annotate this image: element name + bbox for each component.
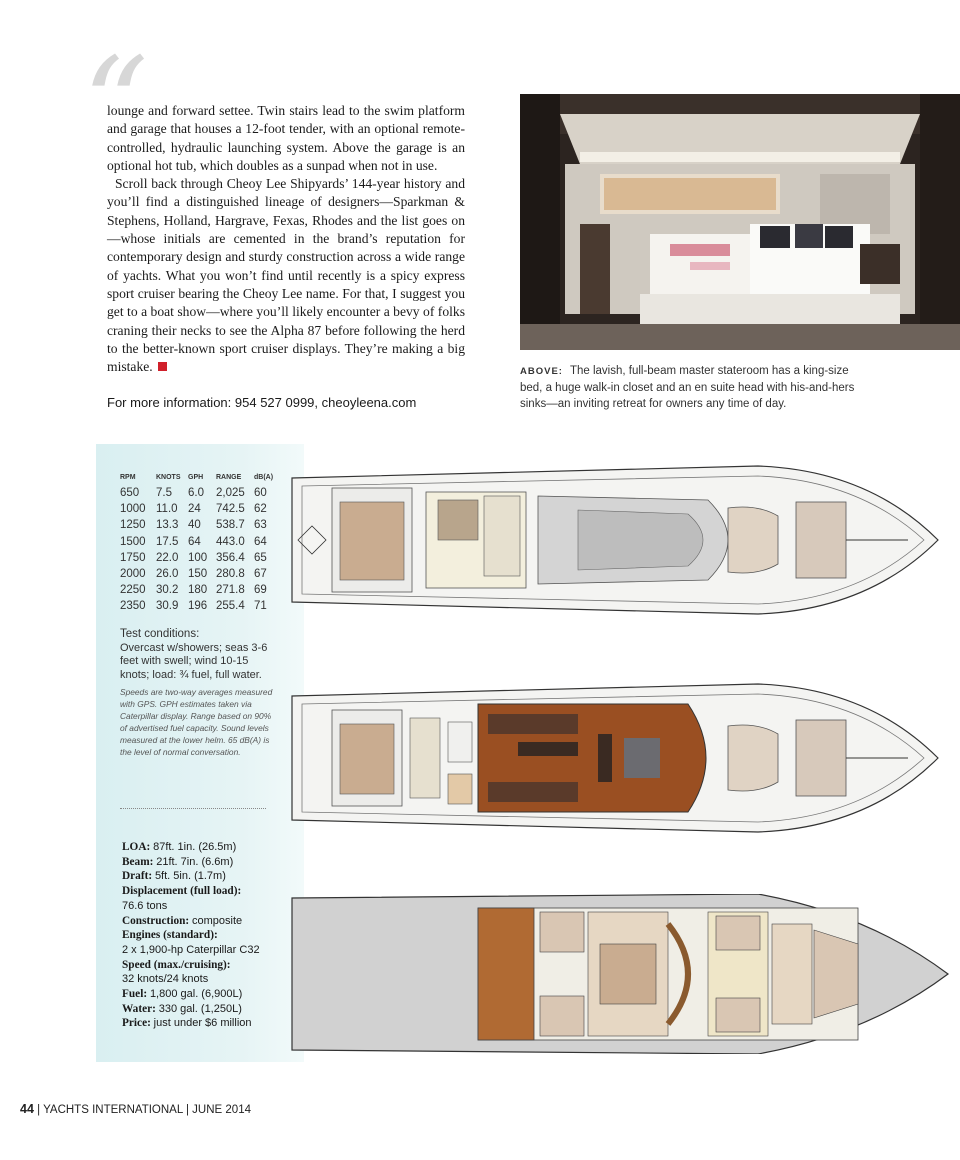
divider bbox=[120, 808, 266, 809]
article-paragraph bbox=[107, 175, 465, 376]
spec-value: 2 x 1,900-hp Caterpillar C32 bbox=[122, 943, 260, 956]
spec-value: 32 knots/24 knots bbox=[122, 973, 209, 986]
spec-label: Fuel: bbox=[122, 988, 148, 1001]
cell-range: 271.8 bbox=[216, 584, 245, 597]
cell-range: 538.7 bbox=[216, 519, 245, 532]
spec-label: Displacement (full load): bbox=[122, 885, 242, 898]
header-gph: GPH bbox=[188, 474, 204, 481]
header-range: RANGE bbox=[216, 474, 242, 481]
cell-knots: 30.9 bbox=[156, 600, 179, 613]
page-number: 44 bbox=[20, 1102, 34, 1116]
table-row bbox=[120, 534, 278, 550]
spec-value: 87ft. 1in. (26.5m) bbox=[153, 841, 237, 853]
table-row bbox=[120, 566, 278, 582]
performance-header-row bbox=[120, 474, 278, 485]
spec-label: Construction: bbox=[122, 914, 190, 927]
test-conditions-title: Test conditions: bbox=[120, 628, 200, 640]
spec-item bbox=[122, 928, 297, 957]
cell-gph: 196 bbox=[188, 600, 208, 613]
cell-dba: 65 bbox=[254, 551, 267, 564]
cell-gph: 100 bbox=[188, 551, 208, 564]
spec-value: 330 gal. (1,250L) bbox=[158, 1002, 242, 1015]
caption-text: The lavish, full-beam master stateroom has a king-size bed, a huge walk-in closet and an en suite head with his-and-hers sinks—an inviting retreat for owners any time of day. bbox=[520, 365, 855, 410]
spec-list bbox=[122, 840, 297, 1031]
cell-knots: 7.5 bbox=[156, 487, 172, 500]
cell-rpm: 1000 bbox=[120, 503, 146, 516]
cell-knots: 11.0 bbox=[156, 503, 178, 516]
spec-item bbox=[122, 869, 297, 884]
spec-value: composite bbox=[191, 914, 243, 927]
spec-item bbox=[122, 884, 297, 913]
spec-label: Water: bbox=[122, 1002, 156, 1015]
master-stateroom-photo bbox=[520, 94, 960, 350]
cell-rpm: 650 bbox=[120, 487, 140, 500]
spec-item bbox=[122, 914, 297, 929]
cell-range: 255.4 bbox=[216, 600, 245, 613]
cell-range: 280.8 bbox=[216, 568, 245, 581]
cell-gph: 6.0 bbox=[188, 487, 204, 500]
cell-rpm: 2250 bbox=[120, 584, 146, 597]
spec-item bbox=[122, 1002, 297, 1017]
spec-value: 21ft. 7in. (6.6m) bbox=[156, 855, 234, 868]
more-information bbox=[107, 395, 416, 410]
spec-label: Beam: bbox=[122, 855, 154, 868]
spec-value: just under $6 million bbox=[153, 1017, 252, 1030]
spec-value: 5ft. 5in. (1.7m) bbox=[154, 870, 226, 883]
cell-rpm: 1750 bbox=[120, 551, 146, 564]
cell-dba: 71 bbox=[254, 600, 267, 613]
cell-range: 356.4 bbox=[216, 551, 245, 564]
more-info-value: 954 527 0999, cheoyleena.com bbox=[234, 395, 417, 410]
spec-value: 1,800 gal. (6,900L) bbox=[149, 988, 243, 1001]
cell-range: 742.5 bbox=[216, 503, 245, 516]
end-mark-icon bbox=[158, 362, 167, 371]
table-row bbox=[120, 582, 278, 598]
spec-item bbox=[122, 840, 297, 855]
article-paragraph-text: Scroll back through Cheoy Lee Shipyards’ 144-year history and you’ll find a distinguished lineage of designers—Sparkman & Stephens, Holland, Hargrave, Fexas, Rhodes and the list goes on—whose initials are cemented in the brand’s reputation for contemporary design and sturdy construction across a wide range of yachts. What you won’t find until recently is a spicy express sport cruiser bearing the Cheoy Lee name. For that, I suggest you get to a boat show—where you’ll likely encounter a bevy of folks craning their necks to see the Alpha 87 before following the herd to the better-known sport cruiser displays. They’re making a big mistake. bbox=[107, 176, 465, 375]
cell-gph: 150 bbox=[188, 568, 208, 581]
cell-gph: 180 bbox=[188, 584, 208, 597]
spec-label: LOA: bbox=[122, 841, 151, 853]
test-conditions-note: Speeds are two-way averages measured with GPS. GPH estimates taken via Caterpillar display. Range based on 90% of advertised fuel capacity. Sound levels measured at the lower helm. 65 dB(A) is the level of normal conversation. bbox=[120, 687, 273, 758]
cell-dba: 64 bbox=[254, 535, 267, 548]
header-dba: dB(A) bbox=[254, 474, 274, 481]
lower-deck-plan bbox=[288, 894, 960, 1054]
table-row bbox=[120, 501, 278, 517]
performance-table bbox=[120, 474, 278, 615]
table-row bbox=[120, 517, 278, 533]
footer-text: | YACHTS INTERNATIONAL | JUNE 2014 bbox=[37, 1104, 251, 1116]
cell-dba: 63 bbox=[254, 519, 267, 532]
caption-label: ABOVE: bbox=[520, 366, 563, 377]
more-info-label: For more information: bbox=[107, 395, 232, 410]
header-knots: KNOTS bbox=[156, 474, 181, 481]
cell-gph: 64 bbox=[188, 535, 201, 548]
cell-dba: 69 bbox=[254, 584, 267, 597]
cell-knots: 13.3 bbox=[156, 519, 179, 532]
photo-caption bbox=[520, 363, 870, 412]
cell-rpm: 1250 bbox=[120, 519, 146, 532]
article-body bbox=[107, 102, 465, 376]
cell-rpm: 2000 bbox=[120, 568, 146, 581]
cell-range: 443.0 bbox=[216, 535, 245, 548]
cell-dba: 60 bbox=[254, 487, 267, 500]
cell-range: 2,025 bbox=[216, 487, 245, 500]
spec-item bbox=[122, 958, 297, 987]
cell-knots: 22.0 bbox=[156, 551, 179, 564]
page-footer bbox=[20, 1102, 251, 1116]
spec-item bbox=[122, 855, 297, 870]
cell-knots: 17.5 bbox=[156, 535, 179, 548]
spec-label: Engines (standard): bbox=[122, 929, 218, 942]
cell-rpm: 2350 bbox=[120, 600, 146, 613]
table-row bbox=[120, 550, 278, 566]
spec-label: Speed (max./cruising): bbox=[122, 958, 231, 971]
header-rpm: RPM bbox=[120, 474, 136, 481]
cell-knots: 26.0 bbox=[156, 568, 179, 581]
cell-dba: 67 bbox=[254, 568, 267, 581]
cell-dba: 62 bbox=[254, 503, 267, 516]
cell-gph: 24 bbox=[188, 503, 201, 516]
cell-gph: 40 bbox=[188, 519, 201, 532]
table-row bbox=[120, 598, 278, 614]
spec-value: 76.6 tons bbox=[122, 899, 168, 912]
main-deck-plan bbox=[288, 678, 960, 838]
table-row bbox=[120, 485, 278, 501]
article-paragraph: lounge and forward settee. Twin stairs lead to the swim platform and garage that houses a 12-foot tender, with an optional remote-controlled, hydraulic launching system. Above the garage is an optional hot tub, which doubles as a sunpad when not in use. bbox=[107, 103, 465, 173]
flybridge-deck-plan bbox=[288, 460, 960, 620]
decorative-quote-mark: “ bbox=[82, 29, 149, 181]
spec-label: Draft: bbox=[122, 870, 153, 883]
spec-label: Price: bbox=[122, 1017, 151, 1030]
test-conditions bbox=[120, 628, 280, 758]
spec-item bbox=[122, 1016, 297, 1031]
cell-knots: 30.2 bbox=[156, 584, 179, 597]
test-conditions-text: Overcast w/showers; seas 3-6 feet with swell; wind 10-15 knots; load: ¾ fuel, full water. bbox=[120, 642, 268, 681]
cell-rpm: 1500 bbox=[120, 535, 146, 548]
spec-item bbox=[122, 987, 297, 1002]
